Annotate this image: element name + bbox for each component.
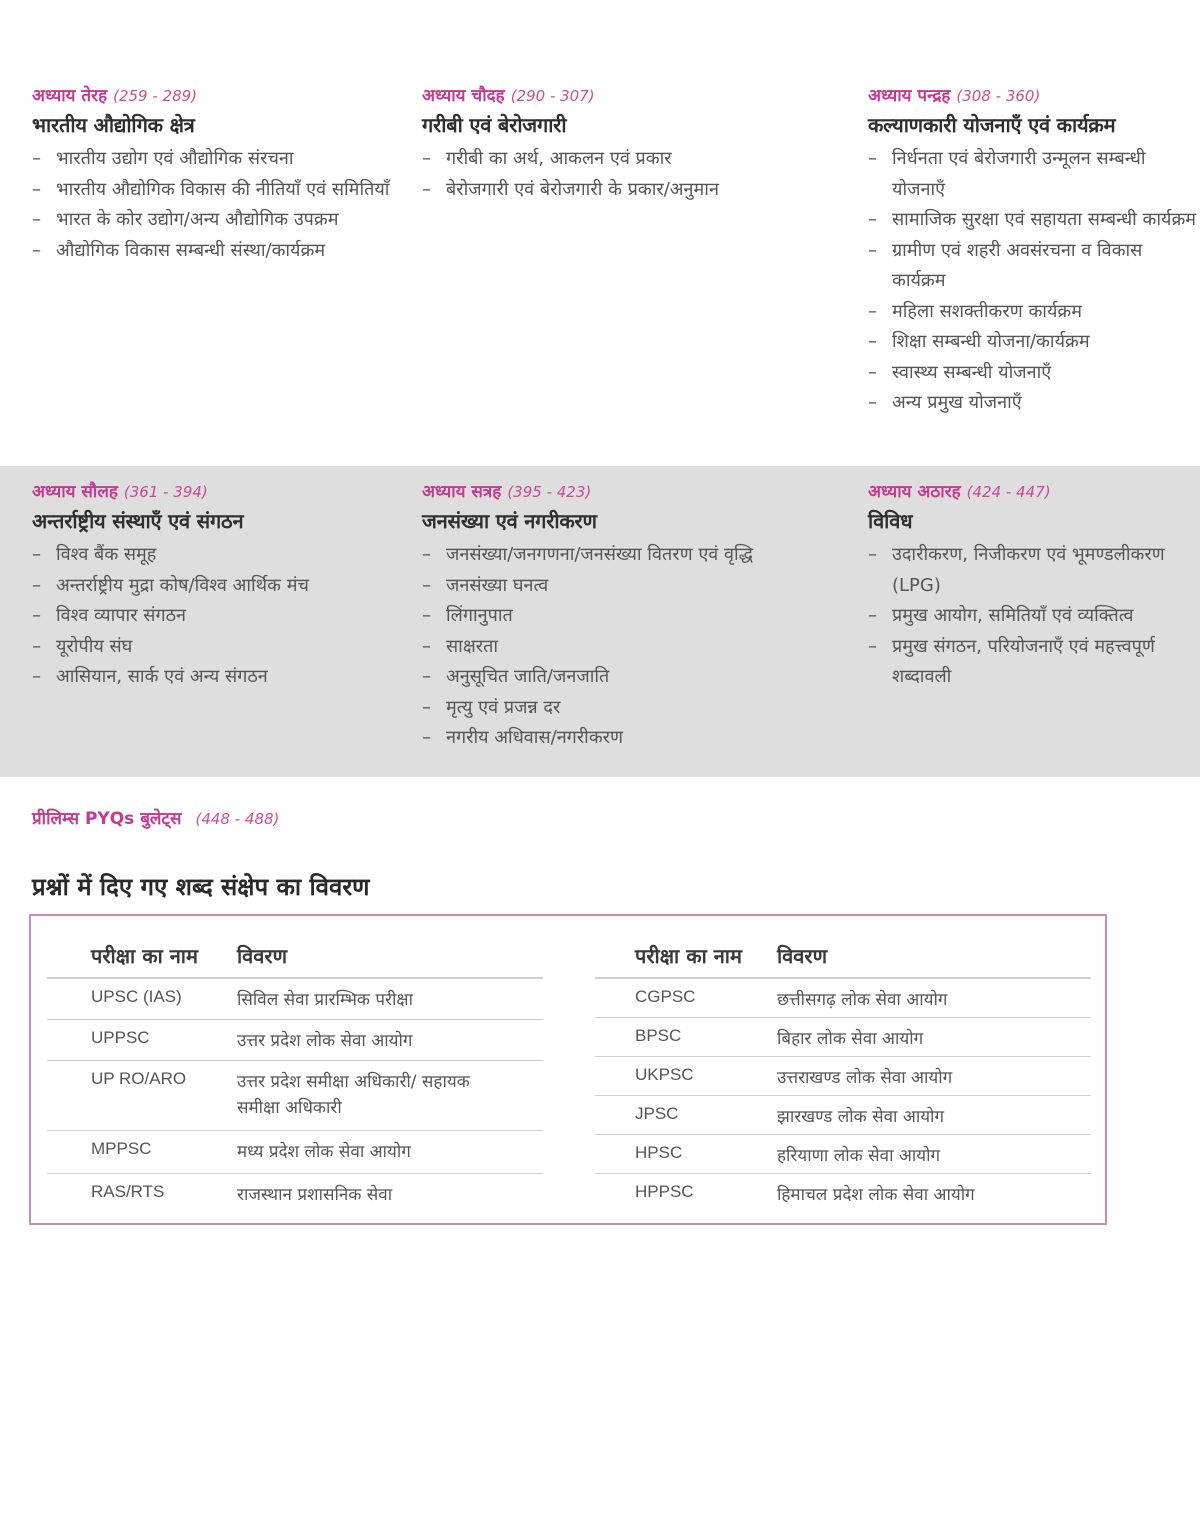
chapter-17 — [422, 480, 852, 754]
topic-item: – शिक्षा सम्बन्धी योजना/कार्यक्रम — [868, 327, 1200, 358]
table-row — [47, 1019, 543, 1060]
description-cell: हरियाणा लोक सेवा आयोग — [777, 1134, 1091, 1173]
exam-name-cell: BPSC — [595, 1017, 777, 1056]
table-row — [47, 1060, 543, 1130]
table-header-row — [47, 934, 543, 978]
topic-item: – अनुसूचित जाति/जनजाति — [422, 662, 852, 693]
chapter-16 — [32, 480, 402, 693]
page-range: (424 - 447) — [966, 483, 1051, 501]
topic-item: – भारतीय औद्योगिक विकास की नीतियाँ एवं समितियाँ — [32, 175, 402, 206]
chapter-15 — [868, 84, 1200, 419]
exam-name-cell: JPSC — [595, 1095, 777, 1134]
topic-item: – बेरोजगारी एवं बेरोजगारी के प्रकार/अनुमान — [422, 175, 852, 206]
topic-list — [422, 540, 852, 754]
topic-item: – प्रमुख आयोग, समितियाँ एवं व्यक्तित्व — [868, 601, 1200, 632]
topic-item: – जनसंख्या/जनगणना/जनसंख्या वितरण एवं वृद्धि — [422, 540, 852, 571]
page-range: (259 - 289) — [113, 87, 198, 105]
column-header-description: विवरण — [777, 934, 1091, 978]
exam-name-cell: HPSC — [595, 1134, 777, 1173]
topic-item: – औद्योगिक विकास सम्बन्धी संस्था/कार्यक्रम — [32, 236, 402, 267]
column-header-exam-name: परीक्षा का नाम — [47, 934, 237, 978]
table-header-row — [595, 934, 1091, 978]
chapter-number: अध्याय सौलह — [32, 482, 118, 502]
chapter-label — [32, 480, 402, 504]
chapter-label — [422, 480, 852, 504]
topic-item: – विश्व व्यापार संगठन — [32, 601, 402, 632]
chapter-title: गरीबी एवं बेरोजगारी — [422, 113, 567, 137]
exam-name-cell: UPSC (IAS) — [47, 978, 237, 1019]
topic-item: – मृत्यु एवं प्रजन्न दर — [422, 693, 852, 724]
chapter-number: अध्याय अठारह — [868, 482, 961, 502]
chapter-label — [422, 84, 852, 108]
table-row — [595, 1173, 1091, 1212]
exam-name-cell: UP RO/ARO — [47, 1060, 237, 1130]
topic-item: – भारत के कोर उद्योग/अन्य औद्योगिक उपक्रम — [32, 205, 402, 236]
topic-item: – जनसंख्या घनत्व — [422, 571, 852, 602]
topic-list — [422, 144, 852, 205]
topic-item: – भारतीय उद्योग एवं औद्योगिक संरचना — [32, 144, 402, 175]
table-row — [47, 1173, 543, 1214]
topic-item: – अन्तर्राष्ट्रीय मुद्रा कोष/विश्व आर्थिक मंच — [32, 571, 402, 602]
chapter-number: अध्याय सत्रह — [422, 482, 502, 502]
chapter-label — [868, 84, 1200, 108]
topic-item: – अन्य प्रमुख योजनाएँ — [868, 388, 1200, 419]
chapter-title: जनसंख्या एवं नगरीकरण — [422, 509, 597, 533]
topic-list — [32, 540, 402, 693]
description-cell: छत्तीसगढ़ लोक सेवा आयोग — [777, 978, 1091, 1017]
topic-item: – यूरोपीय संघ — [32, 632, 402, 663]
chapter-label — [32, 84, 402, 108]
topic-list — [868, 540, 1200, 693]
description-cell: बिहार लोक सेवा आयोग — [777, 1017, 1091, 1056]
abbreviations-box — [29, 914, 1107, 1225]
table-row — [595, 978, 1091, 1017]
exam-name-cell: CGPSC — [595, 978, 777, 1017]
chapter-number: अध्याय चौदह — [422, 86, 505, 106]
chapter-title: विविध — [868, 509, 913, 533]
topic-list — [32, 144, 402, 266]
topic-list — [868, 144, 1200, 419]
topic-item: – विश्व बैंक समूह — [32, 540, 402, 571]
table-row — [47, 1130, 543, 1173]
chapter-18 — [868, 480, 1200, 693]
description-cell: उत्तर प्रदेश समीक्षा अधिकारी/ सहायक समीक्षा अधिकारी — [237, 1060, 543, 1130]
chapters-row-1 — [0, 70, 1200, 465]
topic-item: – महिला सशक्तीकरण कार्यक्रम — [868, 297, 1200, 328]
topic-item: – प्रमुख संगठन, परियोजनाएँ एवं महत्त्वपूर्ण शब्दावली — [868, 632, 1200, 693]
table-row — [595, 1134, 1091, 1173]
topic-item: – निर्धनता एवं बेरोजगारी उन्मूलन सम्बन्धी योजनाएँ — [868, 144, 1200, 205]
chapter-number: अध्याय पन्द्रह — [868, 86, 951, 106]
table-row — [595, 1017, 1091, 1056]
prelims-label: प्रीलिम्स PYQs बुलेट्स — [32, 809, 182, 829]
page-range: (395 - 423) — [507, 483, 592, 501]
topic-item: – नगरीय अधिवास/नगरीकरण — [422, 723, 852, 754]
exam-name-cell: MPPSC — [47, 1130, 237, 1173]
description-cell: झारखण्ड लोक सेवा आयोग — [777, 1095, 1091, 1134]
exam-name-cell: UKPSC — [595, 1056, 777, 1095]
exam-name-cell: RAS/RTS — [91, 1181, 165, 1201]
description-cell: सिविल सेवा प्रारम्भिक परीक्षा — [237, 978, 543, 1019]
topic-item: – गरीबी का अर्थ, आकलन एवं प्रकार — [422, 144, 852, 175]
chapter-label — [868, 480, 1200, 504]
table-row — [47, 978, 543, 1019]
table-row — [595, 1095, 1091, 1134]
chapter-title: कल्याणकारी योजनाएँ एवं कार्यक्रम — [868, 113, 1116, 137]
description-cell: राजस्थान प्रशासनिक सेवा — [237, 1184, 393, 1205]
table-row — [595, 1056, 1091, 1095]
topic-item: – सामाजिक सुरक्षा एवं सहायता सम्बन्धी कार्यक्रम — [868, 205, 1200, 236]
column-header-description: विवरण — [237, 934, 543, 978]
abbreviations-table-right — [595, 934, 1091, 1212]
description-cell: मध्य प्रदेश लोक सेवा आयोग — [237, 1130, 543, 1173]
topic-item: – साक्षरता — [422, 632, 852, 663]
topic-item: – स्वास्थ्य सम्बन्धी योजनाएँ — [868, 358, 1200, 389]
prelims-pyqs-entry — [32, 806, 279, 829]
abbreviations-table-left — [47, 934, 543, 1214]
chapters-row-2 — [0, 466, 1200, 777]
page-range: (448 - 488) — [195, 810, 280, 828]
chapter-14 — [422, 84, 852, 205]
topic-item: – ग्रामीण एवं शहरी अवसंरचना व विकास कार्यक्रम — [868, 236, 1200, 297]
topic-item: – आसियान, सार्क एवं अन्य संगठन — [32, 662, 402, 693]
abbreviations-heading: प्रश्नों में दिए गए शब्द संक्षेप का विवरण — [32, 873, 370, 901]
chapter-title: भारतीय औद्योगिक क्षेत्र — [32, 113, 195, 137]
chapter-title: अन्तर्राष्ट्रीय संस्थाएँ एवं संगठन — [32, 509, 244, 533]
description-cell: हिमाचल प्रदेश लोक सेवा आयोग — [777, 1184, 975, 1205]
description-cell: उत्तराखण्ड लोक सेवा आयोग — [777, 1056, 1091, 1095]
chapter-13 — [32, 84, 402, 266]
exam-name-cell: HPPSC — [635, 1181, 694, 1201]
chapter-number: अध्याय तेरह — [32, 86, 108, 106]
topic-item: – उदारीकरण, निजीकरण एवं भूमण्डलीकरण (LPG) — [868, 540, 1200, 601]
page-range: (308 - 360) — [956, 87, 1041, 105]
page-range: (361 - 394) — [123, 483, 208, 501]
column-header-exam-name: परीक्षा का नाम — [595, 934, 777, 978]
description-cell: उत्तर प्रदेश लोक सेवा आयोग — [237, 1019, 543, 1060]
page-range: (290 - 307) — [510, 87, 595, 105]
exam-name-cell: UPPSC — [47, 1019, 237, 1060]
topic-item: – लिंगानुपात — [422, 601, 852, 632]
